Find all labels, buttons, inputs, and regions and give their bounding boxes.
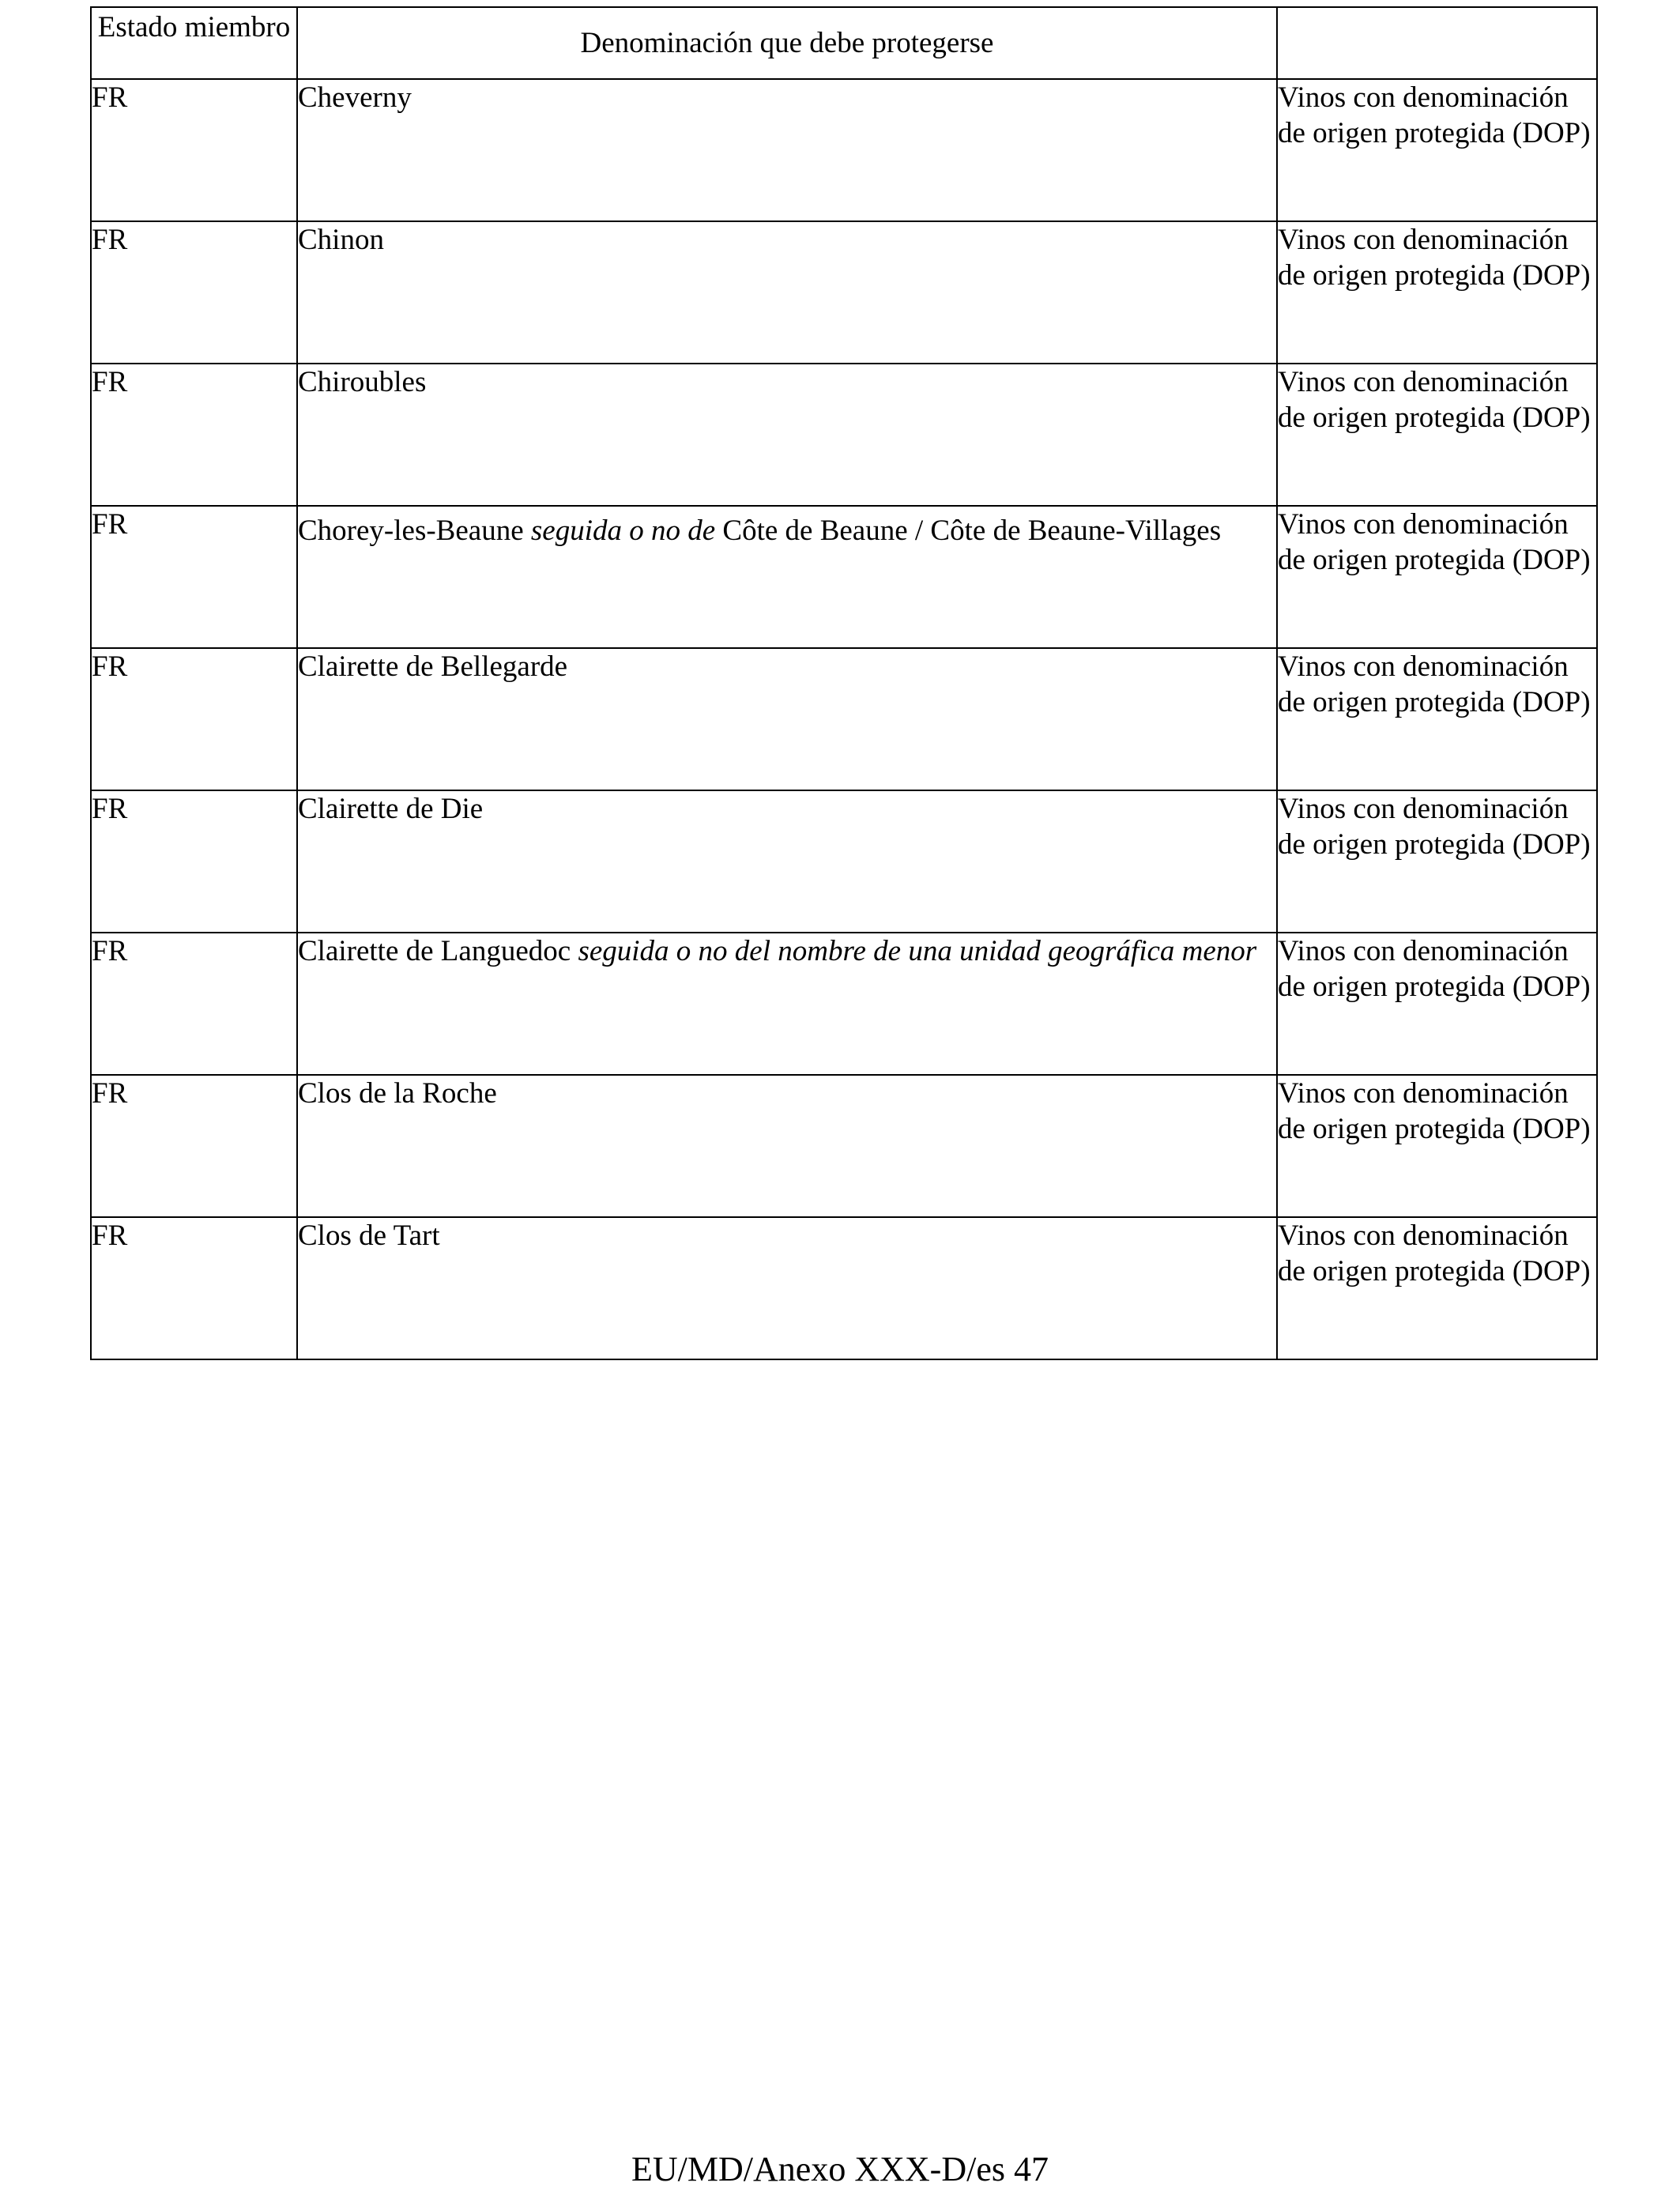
table-row bbox=[91, 506, 1597, 648]
table-row bbox=[91, 648, 1597, 790]
category-cell: Vinos con denominación de origen protegida (DOP) bbox=[1277, 790, 1597, 933]
member-state-cell: FR bbox=[91, 79, 297, 221]
member-state-cell: FR bbox=[91, 221, 297, 364]
member-state-cell: FR bbox=[91, 364, 297, 506]
denomination-cell bbox=[297, 79, 1277, 221]
denomination-text: Clairette de Languedoc bbox=[298, 935, 578, 967]
denomination-text: Clairette de Bellegarde bbox=[298, 650, 568, 683]
category-cell: Vinos con denominación de origen protegida (DOP) bbox=[1277, 933, 1597, 1075]
table-row bbox=[91, 79, 1597, 221]
denomination-text: Clos de la Roche bbox=[298, 1077, 497, 1110]
category-cell: Vinos con denominación de origen protegida (DOP) bbox=[1277, 1075, 1597, 1217]
header-category bbox=[1277, 7, 1597, 79]
table-row bbox=[91, 364, 1597, 506]
member-state-cell: FR bbox=[91, 933, 297, 1075]
denomination-qualifier: seguida o no del nombre de una unidad geográfica menor bbox=[578, 935, 1257, 967]
denomination-text: Chorey-les-Beaune bbox=[298, 515, 531, 547]
table-row bbox=[91, 221, 1597, 364]
member-state-cell: FR bbox=[91, 790, 297, 933]
page-footer-reference: EU/MD/Anexo XXX-D/es 47 bbox=[631, 2150, 1049, 2188]
denomination-cell bbox=[297, 933, 1277, 1075]
denomination-text: Clairette de Die bbox=[298, 793, 484, 825]
member-state-cell: FR bbox=[91, 1075, 297, 1217]
table-row bbox=[91, 933, 1597, 1075]
denomination-text: Clos de Tart bbox=[298, 1220, 440, 1252]
header-member-state: Estado miembro bbox=[91, 7, 297, 79]
category-cell: Vinos con denominación de origen protegida (DOP) bbox=[1277, 221, 1597, 364]
denomination-cell bbox=[297, 1075, 1277, 1217]
denomination-text: Cheverny bbox=[298, 81, 412, 114]
table-row bbox=[91, 1075, 1597, 1217]
category-cell: Vinos con denominación de origen protegida (DOP) bbox=[1277, 79, 1597, 221]
denomination-cell bbox=[297, 506, 1277, 648]
member-state-cell: FR bbox=[91, 648, 297, 790]
denomination-text: Chiroubles bbox=[298, 366, 427, 398]
denomination-suffix: Côte de Beaune / Côte de Beaune-Villages bbox=[715, 515, 1222, 547]
member-state-cell: FR bbox=[91, 506, 297, 648]
denomination-cell bbox=[297, 648, 1277, 790]
table-header-row bbox=[91, 7, 1597, 79]
denomination-cell bbox=[297, 1217, 1277, 1359]
category-cell: Vinos con denominación de origen protegida (DOP) bbox=[1277, 364, 1597, 506]
category-cell: Vinos con denominación de origen protegida (DOP) bbox=[1277, 506, 1597, 648]
table-row bbox=[91, 790, 1597, 933]
denomination-cell bbox=[297, 221, 1277, 364]
annex-table bbox=[90, 6, 1598, 1360]
denomination-cell bbox=[297, 364, 1277, 506]
denomination-text: Chinon bbox=[298, 224, 384, 256]
category-cell: Vinos con denominación de origen protegida (DOP) bbox=[1277, 1217, 1597, 1359]
denomination-qualifier: seguida o no de bbox=[530, 515, 716, 547]
denomination-cell bbox=[297, 790, 1277, 933]
category-cell: Vinos con denominación de origen protegida (DOP) bbox=[1277, 648, 1597, 790]
table-row bbox=[91, 1217, 1597, 1359]
header-denomination: Denominación que debe protegerse bbox=[297, 7, 1277, 79]
member-state-cell: FR bbox=[91, 1217, 297, 1359]
